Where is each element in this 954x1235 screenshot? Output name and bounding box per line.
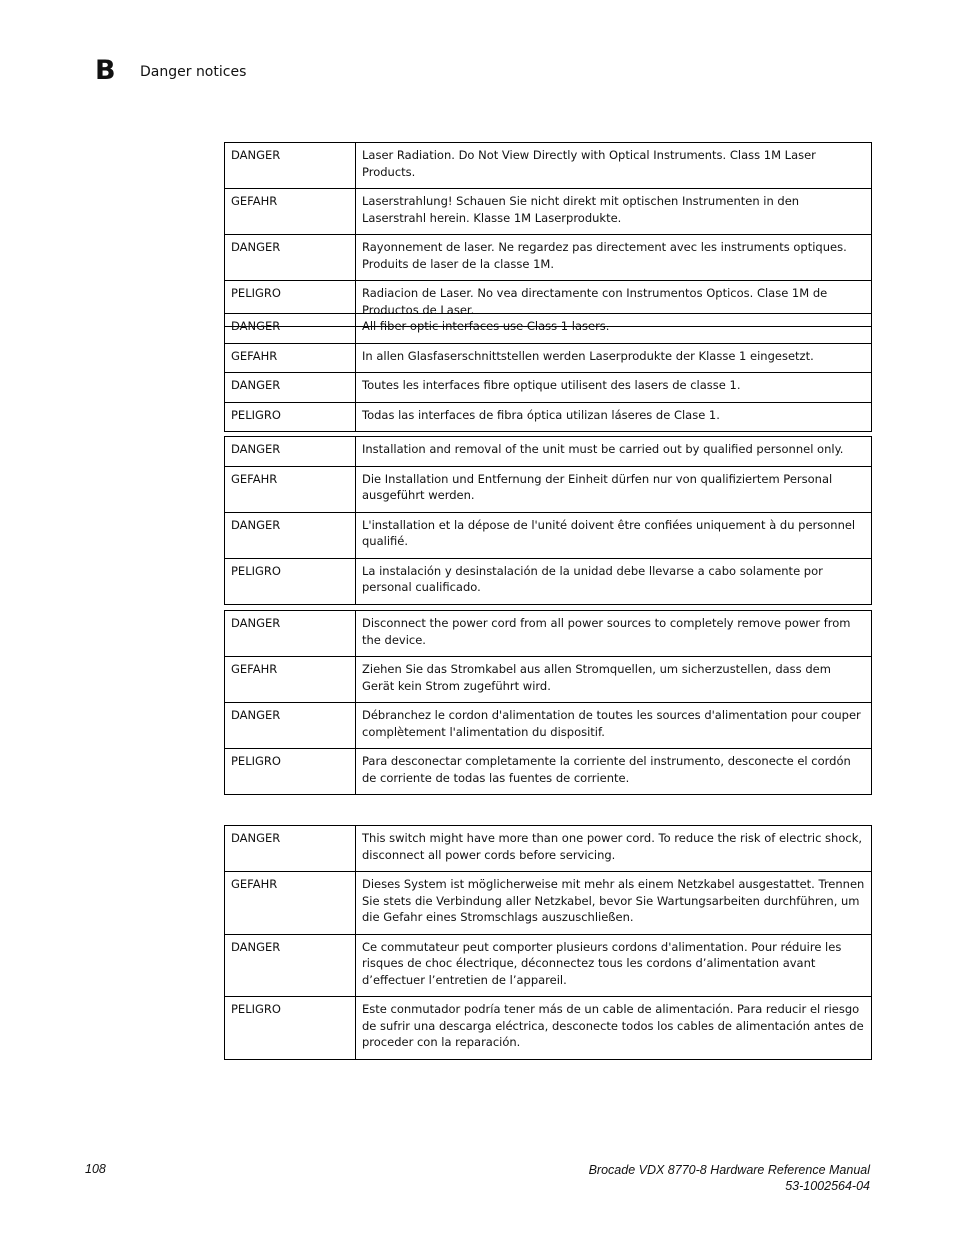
notice-row (225, 143, 872, 189)
notice-text: Débranchez le cordon d'alimentation de toutes les sources d'alimentation pour couper complètement l'alimentation du dispositif. (356, 703, 872, 749)
manual-title: Brocade VDX 8770-8 Hardware Reference Manual (588, 1163, 870, 1177)
notice-row (225, 934, 872, 997)
notice-row (225, 466, 872, 512)
notice-text: Disconnect the power cord from all power sources to completely remove power from the device. (356, 611, 872, 657)
notice-keyword: PELIGRO (225, 997, 356, 1060)
notice-text: La instalación y desinstalación de la unidad debe llevarse a cabo solamente por personal cualificado. (356, 558, 872, 604)
page-footer-info (589, 1162, 870, 1194)
notice-keyword: GEFAHR (225, 872, 356, 935)
notice-row (225, 437, 872, 467)
notice-text: Toutes les interfaces fibre optique utilisent des lasers de classe 1. (356, 373, 872, 403)
notice-row (225, 189, 872, 235)
page-number: 108 (85, 1162, 106, 1176)
notice-row (225, 826, 872, 872)
notice-row (225, 235, 872, 281)
notice-text: Todas las interfaces de fibra óptica utilizan láseres de Clase 1. (356, 402, 872, 432)
notice-text: Rayonnement de laser. Ne regardez pas directement avec les instruments optiques. Produits de laser de la classe 1M. (356, 235, 872, 281)
danger-notice-table (224, 142, 872, 327)
notice-keyword: PELIGRO (225, 402, 356, 432)
notice-keyword: DANGER (225, 373, 356, 403)
danger-notice-table (224, 436, 872, 605)
notice-row (225, 558, 872, 604)
notice-text: Laser Radiation. Do Not View Directly with Optical Instruments. Class 1M Laser Products. (356, 143, 872, 189)
notice-row (225, 611, 872, 657)
notice-text: Ce commutateur peut comporter plusieurs cordons d'alimentation. Pour réduire les risques de choc électrique, déconnectez tous les cordons d’alimentation avant d’effectuer l’entretien de l’appareil. (356, 934, 872, 997)
notice-row (225, 343, 872, 373)
notice-keyword: DANGER (225, 826, 356, 872)
notice-keyword: PELIGRO (225, 749, 356, 795)
danger-notice-table (224, 610, 872, 795)
notice-row (225, 314, 872, 344)
danger-notice-table (224, 313, 872, 432)
notice-text: Installation and removal of the unit must be carried out by qualified personnel only. (356, 437, 872, 467)
notice-keyword: GEFAHR (225, 657, 356, 703)
notice-text: Dieses System ist möglicherweise mit mehr als einem Netzkabel ausgestattet. Trennen Sie stets die Verbindung aller Netzkabel, bevor Sie Wartungsarbeiten durchführen, um die Gefahr eines Stromschlags auszuschließen. (356, 872, 872, 935)
notice-keyword: GEFAHR (225, 466, 356, 512)
notice-keyword: DANGER (225, 235, 356, 281)
notice-keyword: DANGER (225, 512, 356, 558)
notice-row (225, 997, 872, 1060)
notice-row (225, 749, 872, 795)
notice-text: L'installation et la dépose de l'unité doivent être confiées uniquement à du personnel qualifié. (356, 512, 872, 558)
notice-text: Para desconectar completamente la corriente del instrumento, desconecte el cordón de corriente de todas las fuentes de corriente. (356, 749, 872, 795)
notice-keyword: PELIGRO (225, 281, 356, 327)
notice-row (225, 402, 872, 432)
danger-notice-table (224, 825, 872, 1060)
notice-keyword: GEFAHR (225, 189, 356, 235)
notice-keyword: DANGER (225, 934, 356, 997)
notice-row (225, 373, 872, 403)
notice-row (225, 703, 872, 749)
notice-row (225, 657, 872, 703)
notice-text: Die Installation und Entfernung der Einheit dürfen nur von qualifiziertem Personal ausgeführt werden. (356, 466, 872, 512)
notice-keyword: DANGER (225, 611, 356, 657)
notice-text: Radiacion de Laser. No vea directamente con Instrumentos Opticos. Clase 1M de Productos de Laser. (356, 281, 872, 327)
notice-keyword: DANGER (225, 437, 356, 467)
notice-keyword: GEFAHR (225, 343, 356, 373)
notice-text: Este conmutador podría tener más de un cable de alimentación. Para reducir el riesgo de sufrir una descarga eléctrica, desconecte todos los cables de alimentación antes de proceder con la reparación. (356, 997, 872, 1060)
notice-row (225, 872, 872, 935)
notice-text: Laserstrahlung! Schauen Sie nicht direkt mit optischen Instrumenten in den Laserstrahl herein. Klasse 1M Laserprodukte. (356, 189, 872, 235)
section-title: Danger notices (140, 64, 247, 80)
notice-text: In allen Glasfaserschnittstellen werden Laserprodukte der Klasse 1 eingesetzt. (356, 343, 872, 373)
notice-text: This switch might have more than one power cord. To reduce the risk of electric shock, disconnect all power cords before servicing. (356, 826, 872, 872)
doc-number: 53-1002564-04 (785, 1179, 870, 1193)
notice-keyword: DANGER (225, 143, 356, 189)
notice-text: Ziehen Sie das Stromkabel aus allen Stromquellen, um sicherzustellen, dass dem Gerät kein Strom zugeführt wird. (356, 657, 872, 703)
notice-keyword: DANGER (225, 314, 356, 344)
chapter-letter: B (95, 55, 116, 86)
notice-keyword: DANGER (225, 703, 356, 749)
notice-row (225, 512, 872, 558)
notice-keyword: PELIGRO (225, 558, 356, 604)
notice-text: All fiber optic interfaces use Class 1 lasers. (356, 314, 872, 344)
